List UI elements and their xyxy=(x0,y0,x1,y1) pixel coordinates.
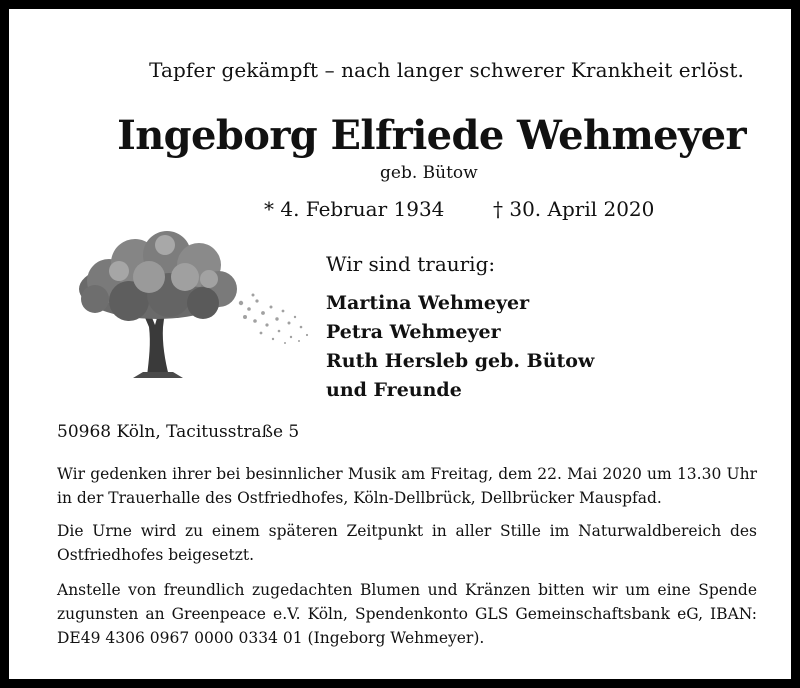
memorial-service-paragraph: Wir gedenken ihrer bei besinnlicher Musik am Freitag, dem 22. Mai 2020 um 13.30 Uhr in der Trauerhalle des Ostfriedhofes, Köln-Dellbrück, Dellbrücker Mauspfad. xyxy=(57,465,757,507)
mourner-item: Ruth Hersleb geb. Bütow xyxy=(326,350,595,372)
deceased-name: Ingeborg Elfriede Wehmeyer xyxy=(117,112,746,159)
mourners-intro: Wir sind traurig: xyxy=(326,252,496,276)
maiden-name: geb. Bütow xyxy=(380,163,478,183)
mourner-item: Martina Wehmeyer xyxy=(326,292,530,314)
mourner-item: Petra Wehmeyer xyxy=(326,321,501,343)
urn-burial-paragraph: Die Urne wird zu einem späteren Zeitpunkt in aller Stille im Naturwaldbereich des Ostfriedhofes beigesetzt. xyxy=(57,522,757,564)
family-address: 50968 Köln, Tacitusstraße 5 xyxy=(57,422,300,442)
motto-line: Tapfer gekämpft – nach langer schwerer Krankheit erlöst. xyxy=(149,58,744,82)
donation-paragraph: Anstelle von freundlich zugedachten Blumen und Kränzen bitten wir um eine Spende zugunsten an Greenpeace e.V. Köln, Spendenkonto GLS Gemeinschaftsbank eG, IBAN: DE49 4306 0967 0000 0334 01 (Ingeborg Wehmeyer). xyxy=(57,581,757,647)
mourners-list xyxy=(326,289,594,405)
tree-illustration-icon xyxy=(69,231,317,381)
death-date: † 30. April 2020 xyxy=(493,197,655,221)
birth-date: * 4. Februar 1934 xyxy=(264,197,445,221)
mourner-item: und Freunde xyxy=(326,379,462,401)
